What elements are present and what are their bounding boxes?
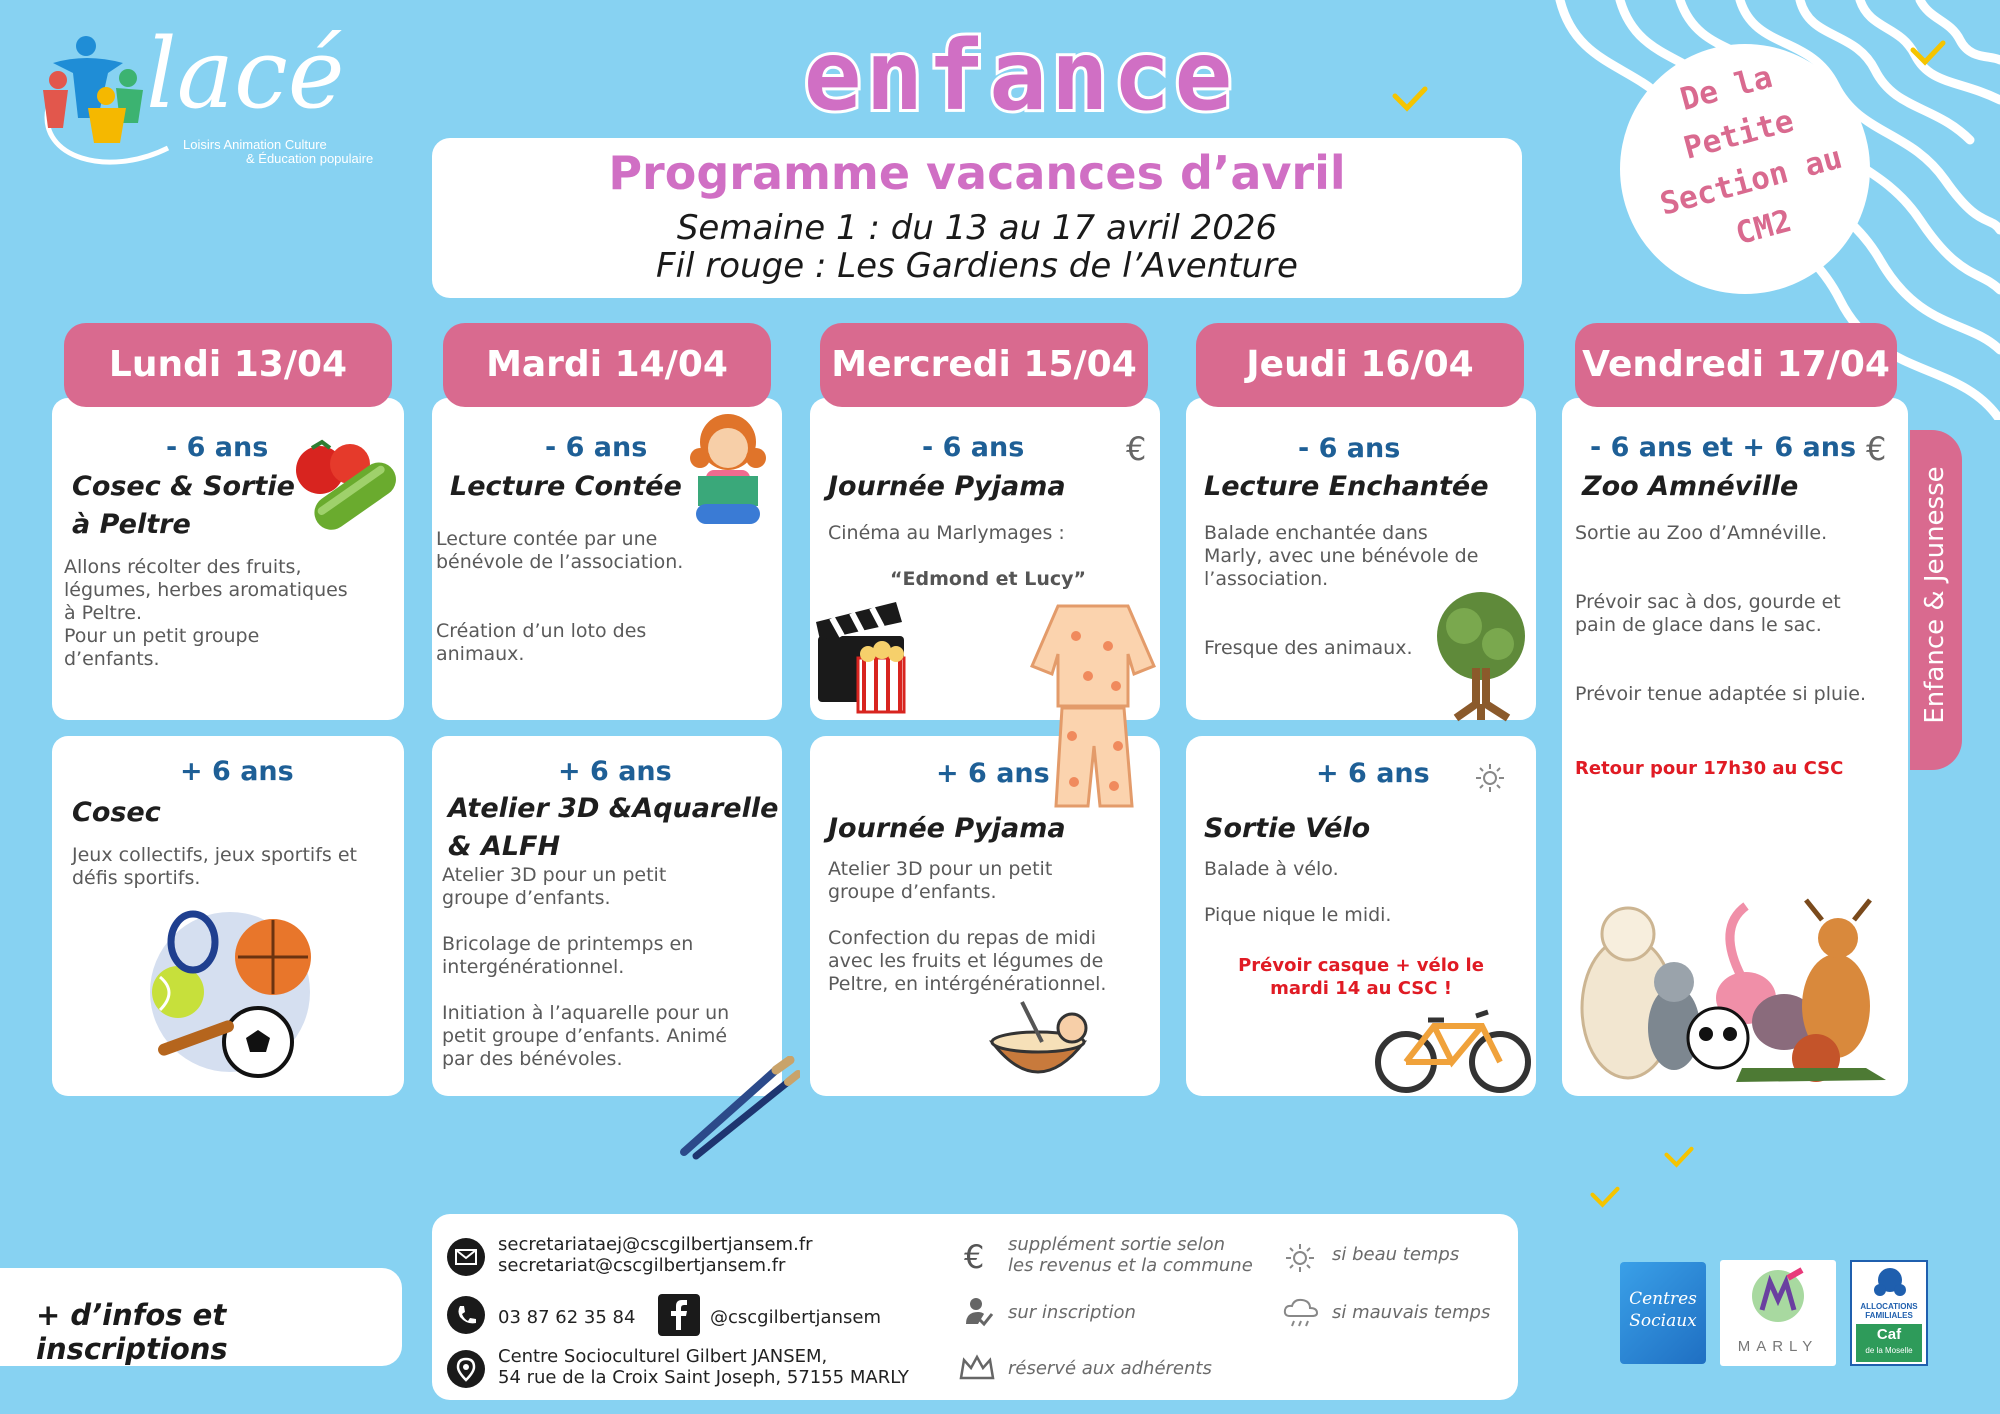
programme-title: Programme vacances d’avril [608,146,1346,200]
age-group: - 6 ans [166,432,269,463]
checkmark-icon [1910,40,1946,68]
day-header-friday: Vendredi 17/04 [1575,323,1897,407]
activity-description: Atelier 3D pour un petit groupe d’enfants. Bricolage de printemps en intergénérationnel. Initiation à l’aquarelle pour un petit groupe d’enfants. Animé par des bénévoles. [442,864,730,1070]
euro-icon: € [1866,430,1887,468]
theme-line: Fil rouge : Les Gardiens de l’Aventure [656,246,1298,286]
email-2[interactable]: secretariat@cscgilbertjansem.fr [498,1255,786,1276]
tree-icon [1426,588,1536,722]
rain-cloud-icon [1282,1296,1320,1330]
caf-label-box [1856,1324,1922,1362]
activity-title: Lecture Contée [450,471,682,502]
age-group: - 6 ans [545,432,648,463]
side-tab [1910,430,1962,770]
sun-icon [1284,1242,1316,1274]
mixing-bowl-icon [982,998,1094,1092]
activity-title: Atelier 3D &Aquarelle & ALFH [448,793,779,862]
age-group: - 6 ans [922,432,1025,463]
activity-title: Zoo Amnéville [1582,471,1799,502]
checkmark-icon [1664,1146,1694,1170]
sports-balls-icon [138,902,322,1082]
crown-icon [958,1354,996,1382]
legend-euro-icon: € [964,1238,985,1276]
activity-description: Cinéma au Marlymages : [828,522,1065,544]
activity-description: Lecture contée par une bénévole de l’association. Création d’un loto des animaux. [436,528,684,665]
bicycle-icon [1372,1006,1534,1094]
legend-euro-text: supplément sortie selon les revenus et la commune [1008,1234,1253,1276]
legend-sunny: si beau temps [1332,1244,1460,1265]
lace-logo [28,18,378,174]
contact-box [432,1214,1518,1400]
user-check-icon [964,1296,994,1328]
day-header-thursday: Jeudi 16/04 [1196,323,1524,407]
centres-sociaux-logo [1620,1262,1706,1364]
phone-icon [447,1296,485,1334]
checkmark-icon [1392,86,1428,114]
age-group: - 6 ans et + 6 ans [1590,432,1857,463]
centres-sociaux-label: Centres Sociaux [1629,1289,1697,1331]
legend-members: réservé aux adhérents [1008,1358,1212,1379]
day-header-wednesday: Mercredi 15/04 [820,323,1148,407]
address: Centre Socioculturel Gilbert JANSEM, 54 rue de la Croix Saint Joseph, 57155 MARLY [498,1346,909,1388]
age-group: - 6 ans [1298,433,1401,464]
activity-description: Balade enchantée dans Marly, avec une bénévole de l’association. Fresque des animaux. [1204,522,1479,659]
marly-label: MARLY [1737,1338,1819,1355]
infos-button[interactable] [0,1268,402,1366]
return-time-note: Retour pour 17h30 au CSC [1575,758,1844,779]
facebook-handle[interactable]: @cscgilbertjansem [710,1307,881,1328]
age-group: + 6 ans [1316,758,1430,789]
caf-label-2: Caf [1876,1326,1902,1343]
paintbrushes-icon [676,1056,800,1160]
activity-title: Lecture Enchantée [1204,471,1489,502]
facebook-icon [658,1294,700,1336]
activity-description: Atelier 3D pour un petit groupe d’enfants. Confection du repas de midi avec les fruits et légumes de Peltre, en intérgénérationnel. [828,858,1107,995]
day-header-tuesday: Mardi 14/04 [443,323,771,407]
email-1[interactable]: secretariataej@cscgilbertjansem.fr [498,1234,813,1255]
caf-label-1: ALLOCATIONS FAMILIALES [1860,1302,1918,1320]
activity-title: Cosec [72,797,161,828]
zoo-animals-icon [1566,898,1906,1094]
caf-logo [1850,1260,1928,1366]
activity-description: Sortie au Zoo d’Amnéville. Prévoir sac à dos, gourde et pain de glace dans le sac. Prévoir tenue adaptée si pluie. [1575,522,1867,705]
age-group: + 6 ans [180,756,294,787]
activity-title: Cosec & Sortie à Peltre [72,471,295,540]
warning-note: Prévoir casque + vélo le mardi 14 au CSC ! [1238,955,1484,999]
audience-bubble [1620,44,1870,294]
caf-label-3: de la Moselle [1865,1346,1913,1355]
brand-subtitle-1: Loisirs Animation Culture [183,137,327,152]
location-pin-icon [447,1350,485,1388]
activity-title: Journée Pyjama [828,813,1066,844]
marly-m-icon [1748,1266,1808,1326]
activity-description: Balade à vélo. Pique nique le midi. [1204,858,1392,926]
activity-title: Sortie Vélo [1204,813,1371,844]
brand-subtitle-2: & Éducation populaire [246,151,374,166]
infos-label: + d’infos et inscriptions [36,1298,228,1366]
activity-description: Allons récolter des fruits, légumes, herbes aromatiques à Peltre. Pour un petit groupe d’enfants. [64,556,348,670]
age-group: + 6 ans [558,756,672,787]
legend-rainy: si mauvais temps [1332,1302,1491,1323]
email-icon [447,1238,485,1276]
cinema-clapper-icon [812,596,922,716]
reading-girl-icon [680,406,776,532]
week-dates: Semaine 1 : du 13 au 17 avril 2026 [676,208,1278,248]
checkmark-icon [1590,1186,1620,1210]
programme-header-box [432,138,1522,298]
day-header-monday: Lundi 13/04 [64,323,392,407]
age-group: + 6 ans [936,758,1050,789]
section-title: enfance [803,20,1237,132]
tomato-cucumber-icon [292,432,400,536]
film-title: “Edmond et Lucy” [890,568,1087,590]
activity-description: Jeux collectifs, jeux sportifs et défis sportifs. [72,844,357,889]
sun-icon [1474,762,1506,794]
brand-name: lacé [146,18,345,130]
euro-icon: € [1126,430,1147,468]
activity-title: Journée Pyjama [828,471,1066,502]
marly-logo [1720,1260,1836,1366]
audience-text: De la Petite Section au CM2 [1656,58,1847,253]
caf-emblem-icon [1870,1264,1910,1300]
phone-number[interactable]: 03 87 62 35 84 [498,1307,636,1328]
side-tab-label: Enfance & Jeunesse [1920,466,1950,724]
legend-registration: sur inscription [1008,1302,1136,1323]
